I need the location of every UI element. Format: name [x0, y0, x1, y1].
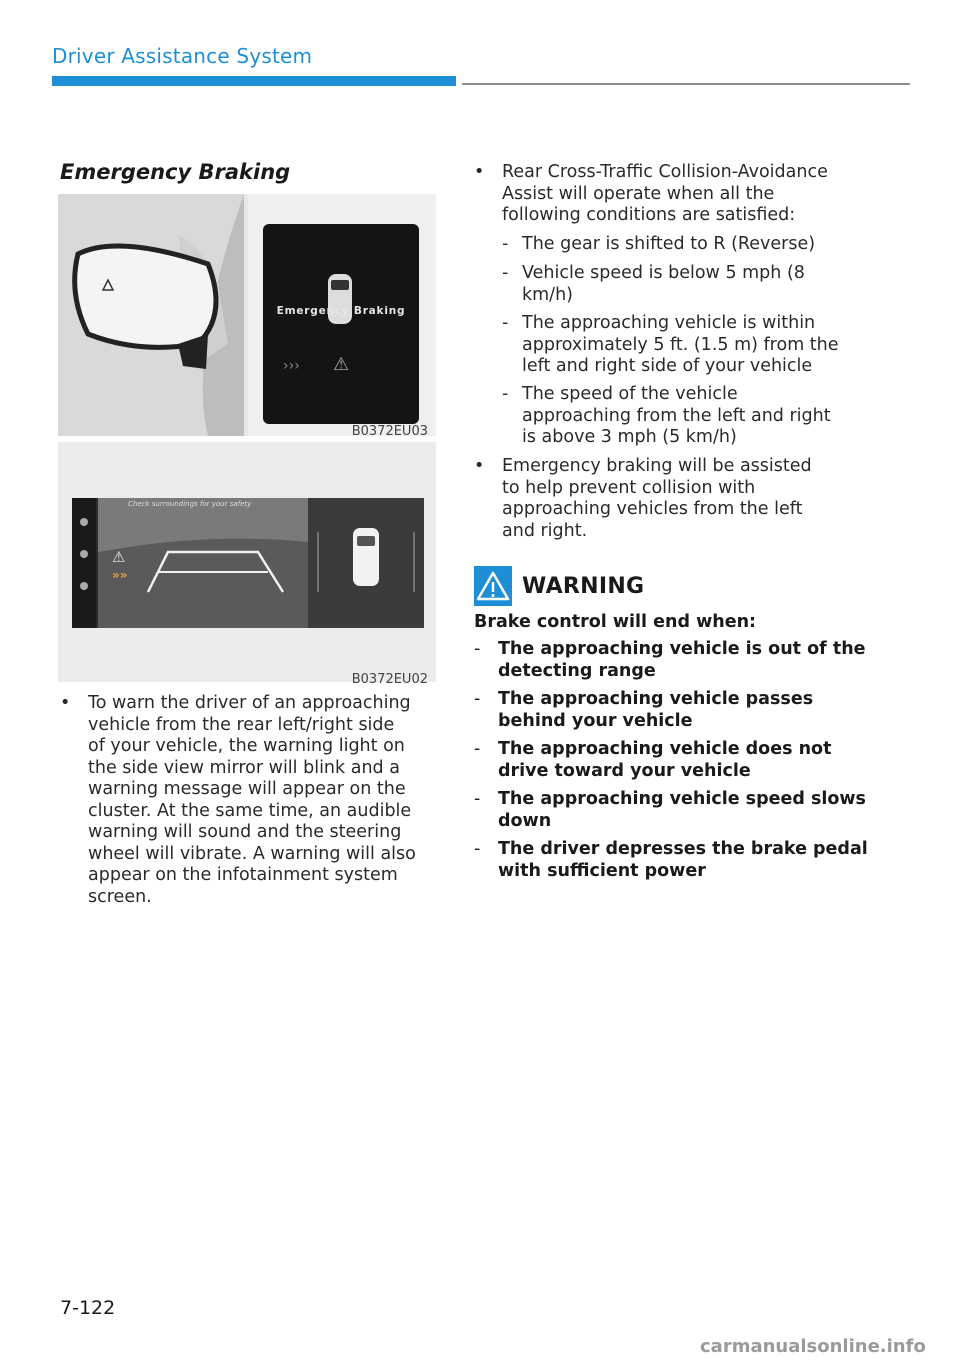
warning-arrows-icon: ›››: [283, 358, 300, 374]
text-line: Assist will operate when all the: [502, 183, 775, 204]
watermark: carmanualsonline.info: [700, 1336, 926, 1357]
bullet-text: [88, 693, 416, 908]
warning-item-text: [498, 639, 866, 682]
text-line: The driver depresses the brake pedal: [498, 839, 868, 859]
text-line: approaching from the left and right: [522, 405, 831, 426]
text-line: cluster. At the same time, an audible: [88, 800, 412, 821]
page-number: 7-122: [60, 1297, 116, 1319]
text-line: screen.: [88, 886, 152, 907]
text-line: Vehicle speed is below 5 mph (8: [522, 263, 805, 283]
text-line: down: [498, 810, 552, 831]
text-line: The approaching vehicle speed slows: [498, 789, 866, 809]
text-line: detecting range: [498, 660, 656, 681]
text-line: wheel will vibrate. A warning will also: [88, 843, 416, 864]
condition-item: [502, 384, 882, 452]
warning-item: [474, 739, 874, 785]
condition-text: [522, 313, 839, 378]
left-bullet: [60, 693, 440, 913]
figure-infotainment: [58, 442, 436, 682]
text-line: km/h): [522, 284, 573, 305]
warning-item: [474, 839, 874, 885]
text-line: The approaching vehicle is out of the: [498, 639, 866, 659]
dash-marker: -: [474, 639, 481, 659]
dash-marker: -: [474, 789, 481, 809]
condition-text: [522, 234, 815, 256]
text-line: with sufficient power: [498, 860, 706, 881]
right-bullet-braking: [474, 456, 874, 546]
warning-item: [474, 689, 874, 735]
text-line: The approaching vehicle does not: [498, 739, 832, 759]
text-line: To warn the driver of an approaching: [88, 693, 411, 713]
dash-marker: -: [474, 839, 481, 859]
dash-marker: -: [474, 689, 481, 709]
section-title: Emergency Braking: [60, 160, 291, 184]
warning-item: [474, 789, 874, 835]
bullet-text: [502, 162, 828, 227]
running-header: Driver Assistance System: [52, 44, 313, 68]
condition-item: [502, 234, 882, 258]
dash-marker: -: [502, 263, 509, 283]
text-line: warning will sound and the steering: [88, 822, 402, 842]
text-line: to help prevent collision with: [502, 477, 756, 498]
condition-text: [522, 384, 831, 449]
warning-item-text: [498, 739, 831, 782]
dash-marker: -: [502, 384, 509, 404]
dash-marker: -: [502, 234, 509, 254]
text-line: and right.: [502, 520, 588, 541]
text-line: left and right side of your vehicle: [522, 356, 813, 376]
bullet-dot: •: [474, 456, 485, 476]
text-line: Emergency braking will be assisted: [502, 456, 812, 476]
header-accent-bar: [52, 76, 456, 86]
dash-marker: -: [474, 739, 481, 759]
bullet-text: [502, 456, 812, 542]
warning-triangle-icon: [474, 566, 512, 606]
warning-item-text: [498, 689, 813, 732]
text-line: drive toward your vehicle: [498, 760, 751, 781]
text-line: approximately 5 ft. (1.5 m) from the: [522, 334, 839, 355]
text-line: is above 3 mph (5 km/h): [522, 427, 737, 447]
text-line: following conditions are satisfied:: [502, 205, 796, 225]
dash-marker: -: [502, 313, 509, 333]
text-line: of your vehicle, the warning light on: [88, 736, 405, 756]
warning-triangle-icon: ⚠: [333, 354, 350, 375]
header-rule: [462, 83, 910, 85]
bullet-dot: •: [60, 693, 71, 713]
figure-caption-2: B0372EU02: [351, 672, 428, 687]
bullet-dot: •: [474, 162, 485, 182]
figure-caption-1: B0372EU03: [351, 424, 428, 439]
text-line: appear on the infotainment system: [88, 865, 398, 885]
text-line: vehicle from the rear left/right side: [88, 714, 395, 735]
text-line: behind your vehicle: [498, 710, 693, 731]
screen-warning-icon: ⚠: [112, 548, 126, 566]
condition-item: [502, 313, 882, 381]
warning-item-text: [498, 789, 866, 832]
text-line: warning message will appear on the: [88, 779, 406, 799]
warning-item: [474, 639, 874, 685]
warning-icon: [474, 566, 512, 606]
text-line: The approaching vehicle passes: [498, 689, 814, 709]
cluster-message: Emergency Braking: [276, 305, 406, 317]
screen-arrows-icon: »»: [112, 568, 128, 582]
warning-label: WARNING: [522, 574, 645, 599]
infotainment-banner: Check surroundings for your safety: [128, 500, 252, 508]
warning-item-text: [498, 839, 868, 882]
right-bullet-conditions: [474, 162, 874, 232]
text-line: Rear Cross-Traffic Collision-Avoidance: [502, 162, 828, 182]
condition-text: [522, 263, 805, 306]
text-line: The speed of the vehicle: [522, 384, 738, 404]
text-line: The gear is shifted to R (Reverse): [522, 234, 816, 254]
warning-intro: Brake control will end when:: [474, 612, 757, 632]
text-line: the side view mirror will blink and a: [88, 757, 400, 778]
condition-item: [502, 263, 882, 309]
text-line: The approaching vehicle is within: [522, 313, 816, 333]
figure-mirror-cluster: [58, 194, 436, 436]
text-line: approaching vehicles from the left: [502, 499, 803, 519]
